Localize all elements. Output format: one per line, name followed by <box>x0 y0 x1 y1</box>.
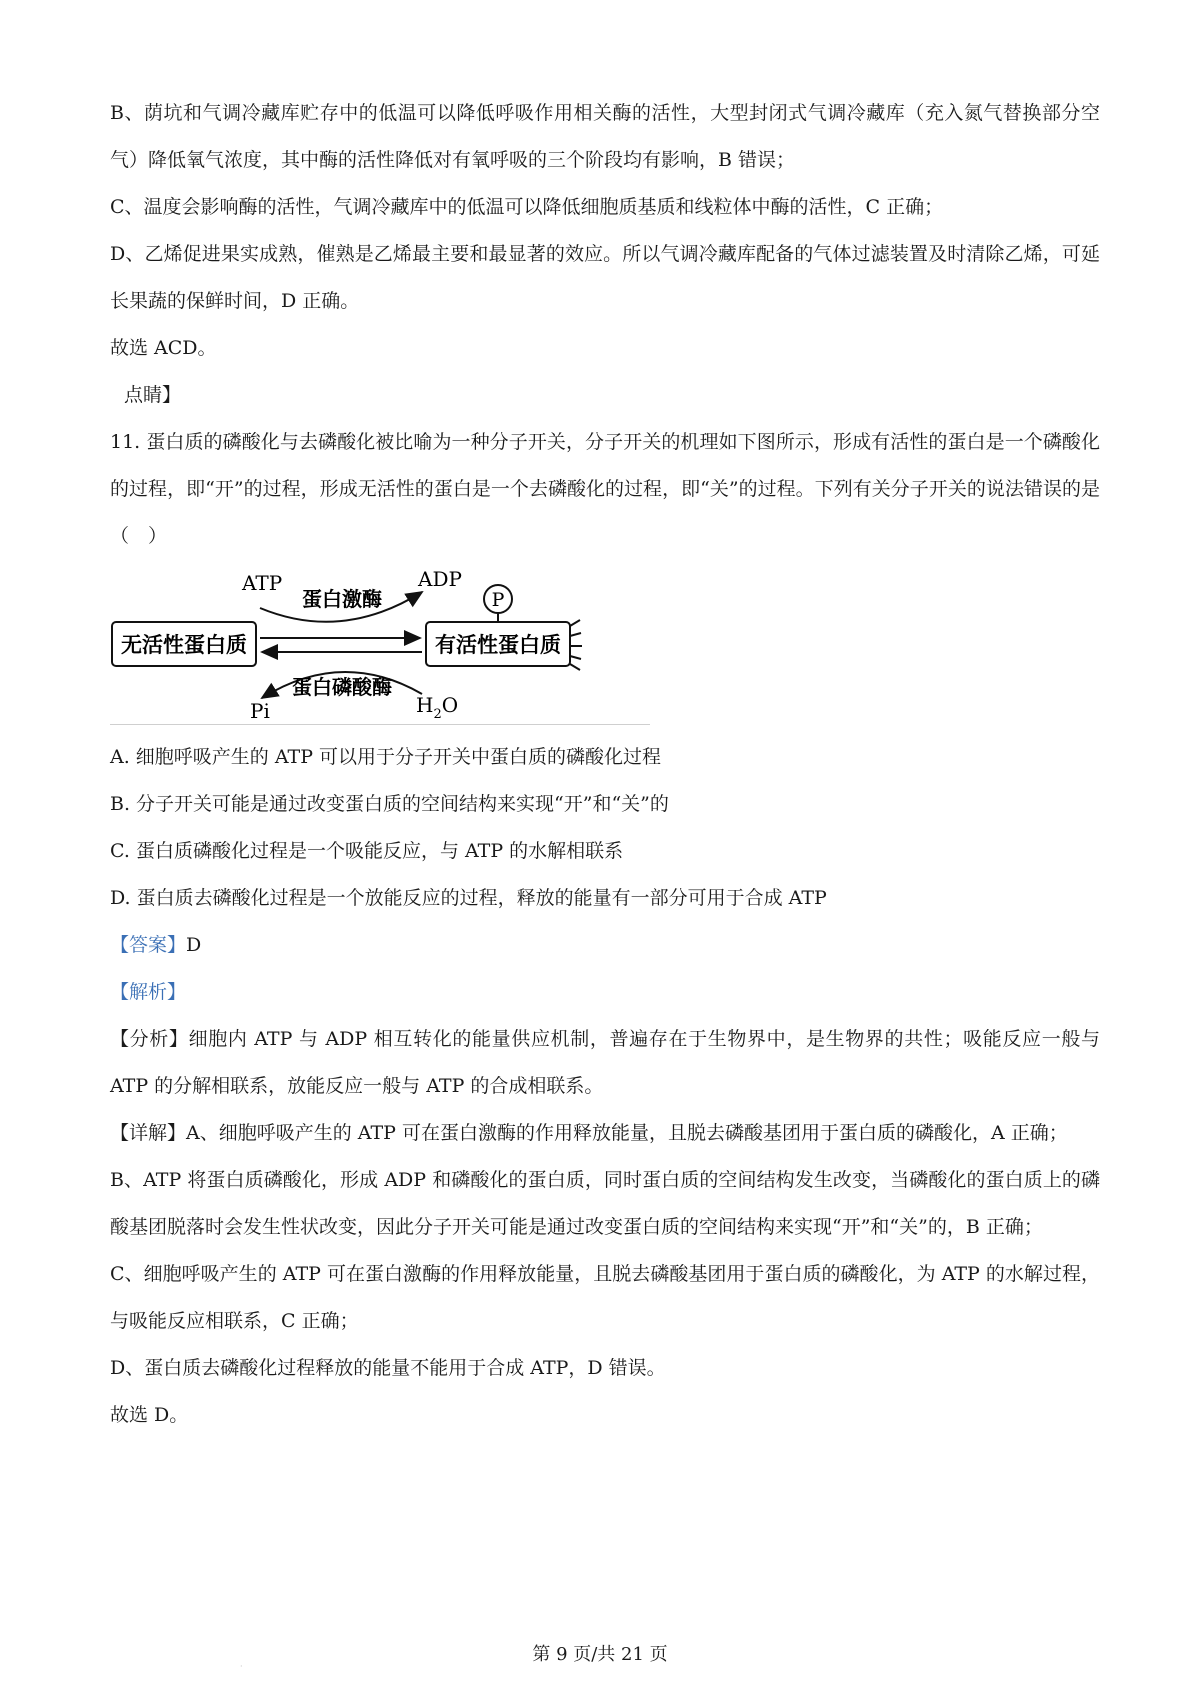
detail-paragraph-b: B、ATP 将蛋白质磷酸化，形成 ADP 和磷酸化的蛋白质，同时蛋白质的空间结构发生改变，当磷酸化的蛋白质上的磷酸基团脱落时会发生性状改变，因此分子开关可能是通过改变蛋白质的空间结构来实现“开”和“关”的，B 正确； <box>110 1169 1100 1238</box>
analysis-tag: 【解析】 <box>110 981 187 1003</box>
detail-paragraph-a <box>110 1110 1100 1157</box>
option-d: D. 蛋白质去磷酸化过程是一个放能反应的过程，释放的能量有一部分可用于合成 ATP <box>110 887 827 909</box>
detail-paragraph-d: D、蛋白质去磷酸化过程释放的能量不能用于合成 ATP，D 错误。 <box>110 1357 666 1379</box>
phosphatase-label: 蛋白磷酸酶 <box>292 675 392 699</box>
analysis-text: 细胞内 ATP 与 ADP 相互转化的能量供应机制，普遍存在于生物界中，是生物界的共性；吸能反应一般与 ATP 的分解相联系，放能反应一般与 ATP 的合成相联系。 <box>110 1028 1100 1097</box>
water-h: H <box>416 693 434 717</box>
atp-label: ATP <box>242 571 283 595</box>
phosphate-label: P <box>491 589 505 611</box>
point-note-heading: 点睛】 <box>124 384 182 406</box>
analysis-heading-line <box>110 969 1100 1016</box>
paragraph-option-c-explanation: C、温度会影响酶的活性，气调冷藏库中的低温可以降低细胞质基质和线粒体中酶的活性，C 正确； <box>110 196 944 218</box>
detail-lead: 【详解】 <box>110 1122 187 1144</box>
analysis-paragraph <box>110 1016 1100 1110</box>
answer-value: D <box>186 934 202 956</box>
molecular-switch-diagram <box>110 564 1100 728</box>
water-subscript: 2 <box>433 707 442 722</box>
detail-conclusion: 故选 D。 <box>110 1404 189 1426</box>
question-stem: 11. 蛋白质的磷酸化与去磷酸化被比喻为一种分子开关，分子开关的机理如下图所示，形成有活性的蛋白是一个磷酸化的过程，即“开”的过程，形成无活性的蛋白是一个去磷酸化的过程，即“关”的过程。下列有关分子开关的说法错误的是（ ） <box>110 431 1100 547</box>
option-c: C. 蛋白质磷酸化过程是一个吸能反应，与 ATP 的水解相联系 <box>110 840 624 862</box>
water-o: O <box>441 693 459 717</box>
page-speck: · <box>240 1662 243 1671</box>
paragraph-option-d-explanation: D、乙烯促进果实成熟，催熟是乙烯最主要和最显著的效应。所以气调冷藏库配备的气体过滤装置及时清除乙烯，可延长果蔬的保鲜时间，D 正确。 <box>110 243 1100 312</box>
answer-tag: 【答案】 <box>110 934 187 956</box>
paragraph-conclusion: 故选 ACD。 <box>110 337 217 359</box>
active-protein-label: 有活性蛋白质 <box>435 632 561 657</box>
answer-line <box>110 922 1100 969</box>
diagram-underline <box>110 724 650 725</box>
pi-label: Pi <box>250 699 270 723</box>
water-label <box>416 693 458 722</box>
detail-a-text: A、细胞呼吸产生的 ATP 可在蛋白激酶的作用释放能量，且脱去磷酸基团用于蛋白质的磷酸化，A 正确； <box>186 1122 1068 1144</box>
detail-paragraph-c: C、细胞呼吸产生的 ATP 可在蛋白激酶的作用释放能量，且脱去磷酸基团用于蛋白质的磷酸化，为 ATP 的水解过程，与吸能反应相联系，C 正确； <box>110 1263 1100 1332</box>
active-site-marks <box>570 620 582 670</box>
kinase-label: 蛋白激酶 <box>302 587 382 611</box>
option-a: A. 细胞呼吸产生的 ATP 可以用于分子开关中蛋白质的磷酸化过程 <box>110 746 662 768</box>
page-footer: 第 9 页/共 21 页 <box>532 1644 668 1665</box>
adp-label: ADP <box>418 567 462 591</box>
document-page <box>110 90 1100 1439</box>
inactive-protein-label: 无活性蛋白质 <box>121 632 247 657</box>
molecular-switch-svg <box>110 564 670 724</box>
option-b: B. 分子开关可能是通过改变蛋白质的空间结构来实现“开”和“关”的 <box>110 793 669 815</box>
paragraph-option-b-explanation: B、荫坑和气调冷藏库贮存中的低温可以降低呼吸作用相关酶的活性，大型封闭式气调冷藏库（充入氮气替换部分空气）降低氧气浓度，其中酶的活性降低对有氧呼吸的三个阶段均有影响，B 错误； <box>110 102 1100 171</box>
analysis-lead: 【分析】 <box>110 1028 189 1050</box>
